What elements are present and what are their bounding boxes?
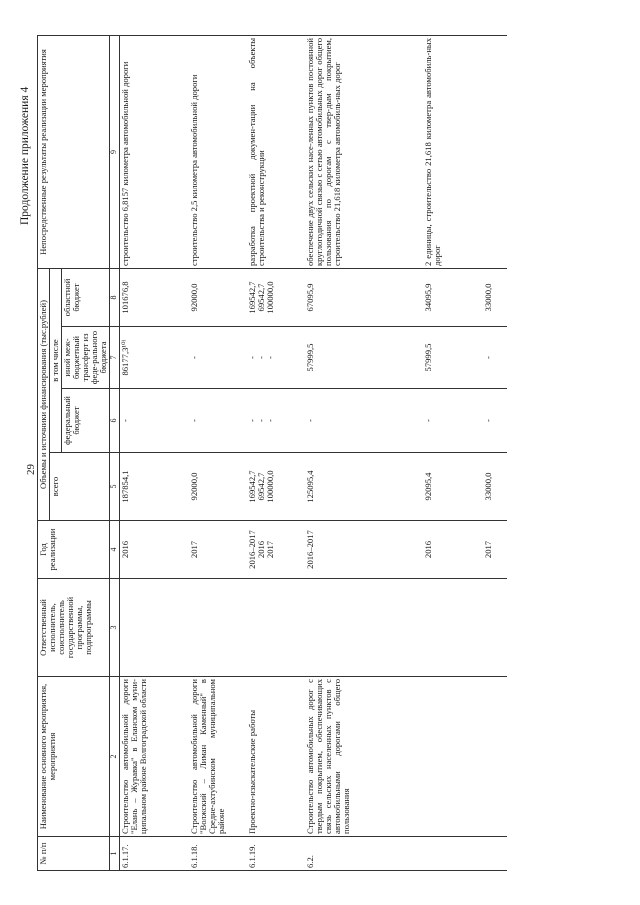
table-row [119, 36, 189, 871]
federal-value: - [265, 419, 276, 422]
row-total: 92095,4 [423, 453, 483, 521]
row-regional: 34095,9 [423, 269, 483, 327]
year-value: 2016–2017 [247, 530, 257, 569]
row-federal: - [305, 389, 423, 453]
header-transfer: иной меж-бюджетный трансферт из феде-рального бюджета [62, 327, 110, 389]
row-number [483, 837, 507, 871]
year-value: 2016 [256, 540, 267, 559]
row-name: Проектно-изыскательские работы [247, 677, 305, 837]
row-year: 2016–2017 [305, 521, 423, 579]
row-name: Строительство автомобильных дорог с твердым покрытием, обеспечивающих связь сельских населенных пунктов с автомобильными дорогами общего пользования [305, 677, 423, 837]
regional-value: 100000,0 [265, 281, 276, 314]
header-volumes: Объемы и источники финансирования (тыс.рублей) [38, 269, 50, 521]
header-total: всего [50, 453, 110, 521]
col-number: 9 [110, 36, 119, 269]
row-executor [247, 579, 305, 677]
page-number: 29 [25, 464, 37, 475]
table-row [423, 36, 483, 871]
col-number: 6 [110, 389, 119, 453]
row-number: 6.1.17. [119, 837, 189, 871]
row-number [423, 837, 483, 871]
row-result: 2 единицы, строительство 21,618 километра автомобиль-ных дорог [423, 36, 483, 269]
row-result: строительство 2,5 километра автомобильной дороги [189, 36, 247, 269]
total-value: 69542,7 [256, 472, 267, 501]
row-executor [305, 579, 423, 677]
row-federal [247, 389, 305, 453]
row-federal: - [483, 389, 507, 453]
federal-value: - [256, 419, 267, 422]
header-incl: в том числе [50, 269, 62, 453]
row-total [247, 453, 305, 521]
row-result: разработка проектной докумен-тации на объекты строительства и реконструкции [247, 36, 305, 269]
row-total: 92000,0 [189, 453, 247, 521]
row-name [423, 677, 483, 837]
table-row [189, 36, 247, 871]
row-transfer [247, 327, 305, 389]
row-number: 6.2. [305, 837, 423, 871]
year-value: 2017 [265, 540, 276, 559]
row-regional: 101676,8 [119, 269, 189, 327]
row-name [483, 677, 507, 837]
federal-value: - [247, 419, 257, 422]
header-name: Наименование основного мероприятия, мероприятия [38, 677, 110, 837]
row-regional: 92000,0 [189, 269, 247, 327]
row-executor [119, 579, 189, 677]
col-number: 5 [110, 453, 119, 521]
row-name: Строительство автомобильной дороги "Волжский – Лиман Каменный" в Средне-ахтубинском муниципальном районе [189, 677, 247, 837]
column-numbers-row [110, 36, 119, 871]
total-value: 169542,7 [247, 470, 257, 503]
header-results: Непосредственные результаты реализации мероприятия [38, 36, 110, 269]
col-number: 4 [110, 521, 119, 579]
header-executor: Ответственный исполнитель, соисполнитель государственной программы, подпрограммы [38, 579, 110, 677]
row-transfer: 57999,5 [423, 327, 483, 389]
row-number: 6.1.18. [189, 837, 247, 871]
row-executor [189, 579, 247, 677]
row-regional [247, 269, 305, 327]
row-number: 6.1.19. [247, 837, 305, 871]
row-regional: 67095,9 [305, 269, 423, 327]
row-total: 125095,4 [305, 453, 423, 521]
col-number: 2 [110, 677, 119, 837]
header-regional: областной бюджет [62, 269, 110, 327]
row-year: 2017 [483, 521, 507, 579]
col-number: 3 [110, 579, 119, 677]
row-transfer: - [189, 327, 247, 389]
row-federal: - [423, 389, 483, 453]
row-result: строительство 6,8157 километра автомобильной дороги [119, 36, 189, 269]
row-executor [423, 579, 483, 677]
financing-table [37, 35, 507, 871]
header-no: № п/п [38, 837, 110, 871]
table-row [247, 36, 305, 871]
row-year: 2017 [189, 521, 247, 579]
row-result [483, 36, 507, 269]
col-number: 1 [110, 837, 119, 871]
header-federal: федеральный бюджет [62, 389, 110, 453]
regional-value: 69542,7 [256, 283, 267, 312]
col-number: 7 [110, 327, 119, 389]
row-transfer: - [483, 327, 507, 389]
row-federal: - [119, 389, 189, 453]
total-value: 100000,0 [265, 470, 276, 503]
header-year: Год реализации [38, 521, 110, 579]
row-federal: - [189, 389, 247, 453]
table-row [305, 36, 423, 871]
col-number: 8 [110, 269, 119, 327]
row-year [247, 521, 305, 579]
row-transfer: 86177,3¹⁰⁾ [119, 327, 189, 389]
transfer-value: - [265, 356, 276, 359]
row-total: 33000,0 [483, 453, 507, 521]
row-regional: 33000,0 [483, 269, 507, 327]
transfer-value: - [256, 356, 267, 359]
regional-value: 169542,7 [247, 281, 257, 314]
transfer-value: - [247, 356, 257, 359]
row-year: 2016 [119, 521, 189, 579]
table-row [483, 36, 507, 871]
row-transfer: 57999,5 [305, 327, 423, 389]
row-total: 187854,1 [119, 453, 189, 521]
row-year: 2016 [423, 521, 483, 579]
row-name: Строительство автомобильной дороги "Елань – Журавка" в Еланском муни-ципальном районе Волгоградской области [119, 677, 189, 837]
row-executor [483, 579, 507, 677]
continuation-label: Продолжение приложения 4 [19, 86, 31, 225]
row-result: обеспечение двух сельских насе-ленных пунктов постоянной круглогодичной связью с сетью автомобильных дорог общего пользования по дорогам с твер-дым покрытием, строительство 21,618 километра автомобиль-ных дорог [305, 36, 423, 269]
